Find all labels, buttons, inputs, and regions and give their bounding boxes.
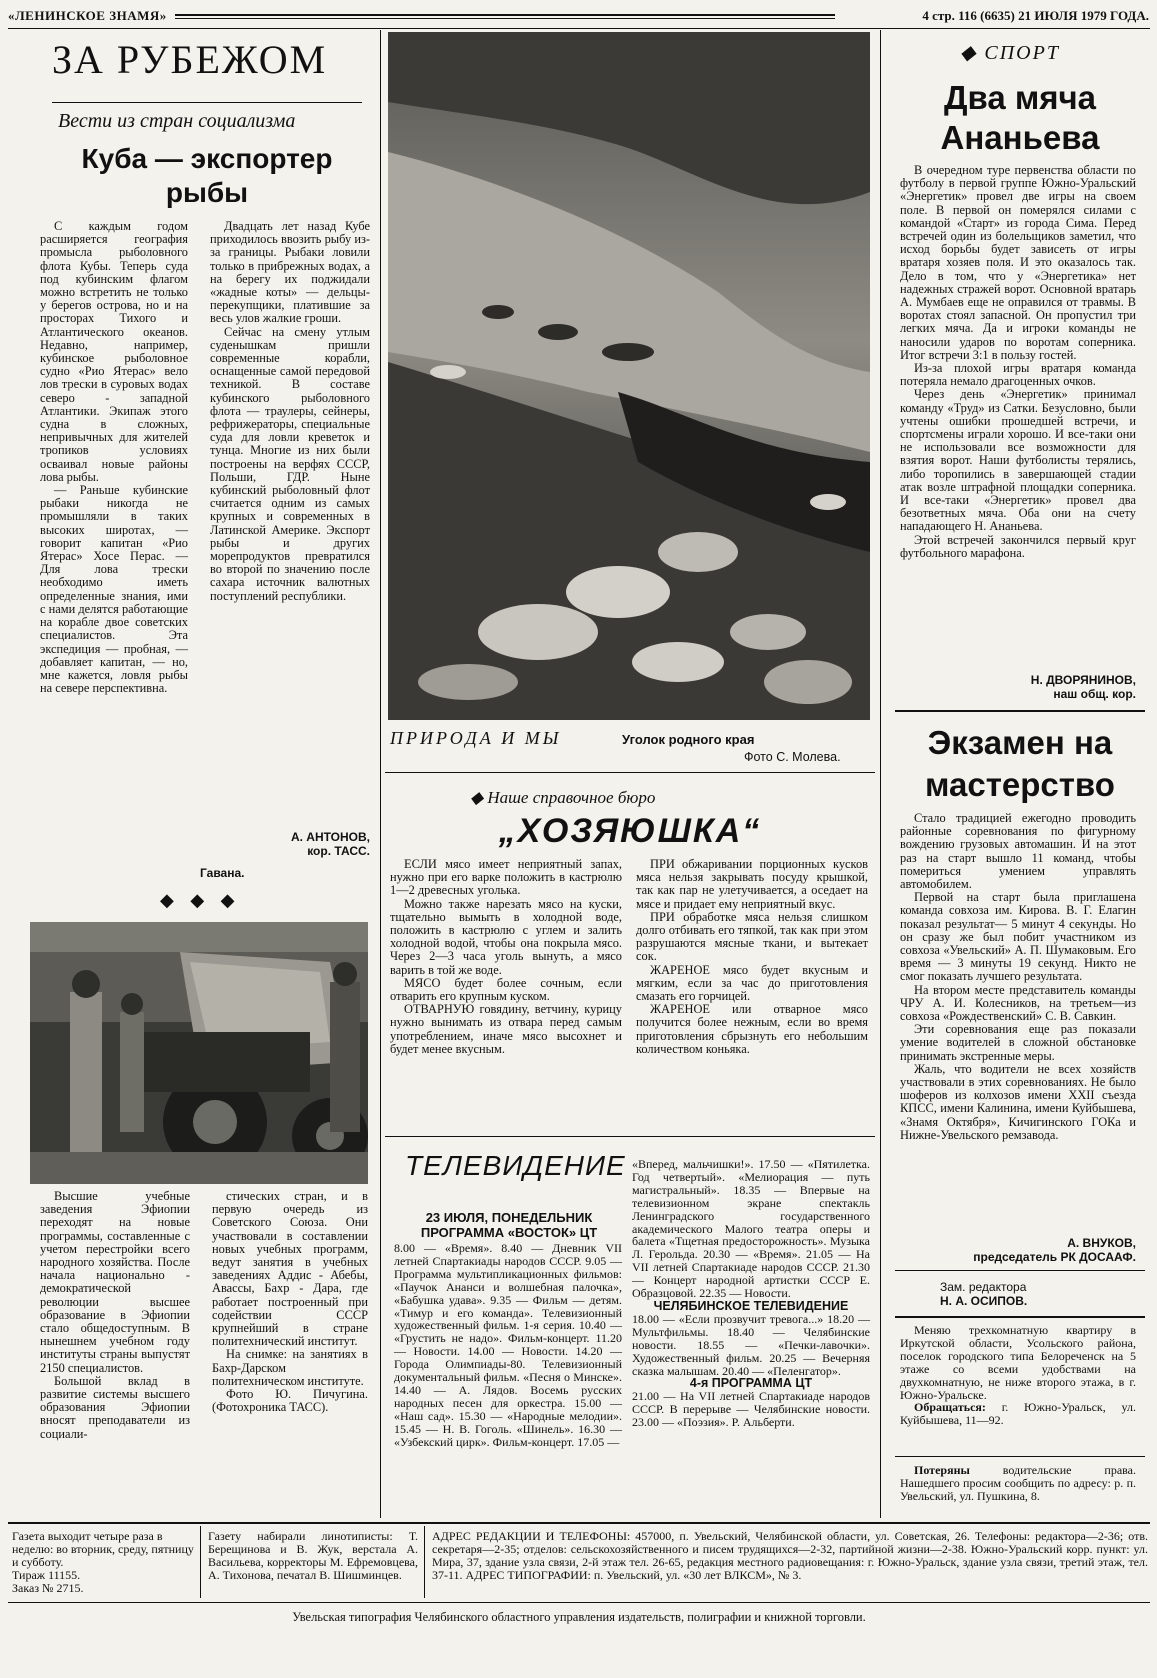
issue-info: 4 стр. 116 (6635) 21 ИЮЛЯ 1979 ГОДА.	[922, 8, 1149, 23]
footer-address: АДРЕС РЕДАКЦИИ И ТЕЛЕФОНЫ: 457000, п. Увельский, Челябинской области, ул. Советская, 26. Телефоны: редактора—2-36; отв. секретаря—2-35; отделов: сельскохозяйственного и писем трудящихся—2-32, партийной жизни—2-38. Южно-Уральский корр. пункт: ул. Мира, 37, здание узла связи, 2-й этаж тел. 26-65, редакция местного радиовещания: г. Южно-Уральск, здание узла связи, третий этаж, тел. 37-11. АДРЕС ТИПОГРАФИИ: п. Увельский, ул. «30 лет ВЛКСМ», № 3.	[432, 1529, 1148, 1582]
header-rule	[175, 14, 835, 16]
sport-author: Н. ДВОРЯНИНОВ, наш общ. кор.	[1030, 673, 1136, 701]
kicker-abroad: Вести из стран социализма	[58, 110, 296, 132]
bureau-col2: ПРИ обжаривании порционных кусков мяса нельзя закрывать посуду крышкой, так как пар не улетучивается, а оседает на мясе и придает ему неприятный вкус. ПРИ обработке мяса нельзя слишком долго отбивать его тяпкой, так как при этом разрушаются мясные ткани, и вытекает сок. ЖАРЕНОЕ мясо будет вкусным и мягким, если за час до приготовления смазать его горчицей. ЖАРЕНОЕ или отварное мясо получится более нежным, если во время приготовления сбрызнуть его небольшим количеством коньяка.	[636, 857, 868, 1056]
rubric-sport: ◆ СПОРТ	[960, 42, 1060, 64]
kicker-bureau: ◆ Наше справочное бюро	[470, 788, 656, 807]
article-ethiopia-col2: стических стран, и в первую очередь из Советского Союза. Они участвовали в составлении новых учебных программ, ведут занятия в учебных заведениях Аддис - Абебы, Авассы, Бахр - Дара, где работает построенный при содействии СССР крупнейший в стране политехнический институт. На снимке: на занятиях в Бахр-Дарском политехническом институте. Фото Ю. Пичугина. (Фотохроника ТАСС).	[212, 1189, 368, 1415]
title-cuba: Куба — экспортер рыбы	[81, 143, 333, 208]
article-sport: В очередном туре первенства области по футболу в первой группе Южно-Уральский «Энергетик» провел две игры на своем поле. В первой он померялся силами с командой «Старт» из города Сима. Перед встречей один из болельщиков заметил, что исход борьбы будет зависеть от игры вратаря хозяев поля. И это оказалось так. Дело в том, что у «Энергетика» нет надежных стражей ворот. Основной вратарь А. Мумбаев еще не оправился от травмы. В воротах стоял запасной. Он пропустил три легких мяча. Да и игроки команды не наносили ударов по воротам соперника. Итог встречи 3:1 в пользу гостей. Из-за плохой игры вратаря команда потеряла немало драгоценных очков. Через день «Энергетик» принимал команду «Труд» из Сатки. Безусловно, были учтены ошибки прошедшей встречи, и спортсмены играли хорошо. И все-таки они не использовали все возможности для взятия ворот. Наши футболисты терялись, либо торопились в завершающей стадии атак возле штрафной площадки соперника. И все-таки «Энергетик» провел два безответных мяча. Оба они на счету нападающего Н. Ананьева. Этой встречей закончился первый круг футбольного марафона.	[900, 163, 1136, 560]
article-cuba-col1: С каждым годом расширяется география промысла рыболовного флота Кубы. Теперь суда под кубинским флагом можно встретить не только у берегов острова, но и на просторах Тихого и Атлантического океанов. Недавно, например, кубинское рыболовное судно «Рио Ятерас» вело лов трески в суровых водах северо - западной Атлантики. Экипаж этого судна в сложных, непривычных для жителей тропиков условиях осваивал новые районы лова рыбы. — Раньше кубинские рыбаки никогда не промышляли в таких высоких широтах, — говорит капитан «Рио Ятерас» Хосе Перас. — Для лова трески необходимо иметь определенные знания, ими с нами делятся работающие на корабле двое советских специалистов. Эта экспедиция — пробная, — добавляет капитан, — но, мне кажется, ловля рыбы на севере перспективна.	[40, 219, 188, 696]
tv-date: 23 ИЮЛЯ, ПОНЕДЕЛЬНИК	[425, 1210, 593, 1225]
photo-tractor	[30, 922, 368, 1184]
tv-col2: «Вперед, мальчишки!». 17.50 — «Пятилетка. Год четвертый». «Мелиорация — путь магистральный». 18.35 — Впервые на телевизионном экране спектакль Ленинградского государственного академического Малого театра оперы и балета «Тщетная предосторожность». Музыка Л. Герольда. 20.30 — «Время». 21.05 — На VII летней Спартакиаде народов СССР. 21.30 — Концерт народной артистки СССР Е. Образцовой. 22.35 — Новости. ЧЕЛЯБИНСКОЕ ТЕЛЕВИДЕНИЕ 18.00 — «Если прозвучит тревога...» 18.20 — Мультфильмы. 18.40 — Челябинские новости. 18.55 — «Печки-лавочки». Художественный фильм. 20.25 — Вечерняя сказка малышам. 20.40 — «Пеленгатор». 4-я ПРОГРАММА ЦТ 21.00 — На VII летней Спартакиаде народов СССР. В перерыве — Челябинские новости. 23.00 — «Поэзия». Р. Альберти.	[632, 1157, 870, 1430]
footer-printer: Увельская типография Челябинского областного управления издательств, полиграфии и книжной торговли.	[292, 1610, 866, 1624]
article-exam: Стало традицией ежегодно проводить районные соревнования по фигурному вождению грузовых автомашин. И на этот раз на старт вышло 11 команд, чтобы помериться умением управлять автомобилем. Первой на старт была приглашена команда совхоза им. Кирова. В. Г. Елагин показал результат— 5 минут 4 секунды. Но он сразу же был побит участником из совхоза «Увельский» А. П. Шумаковым. Его время — 3 минуты 19 секунд. Никто не смог показать лучшего результата. На втором месте представитель команды ЧРУ А. И. Колесников, на третьем—из совхоза «Рождественский» С. В. Савкин. Эти соревнования еще раз показали умение водителей в сложной обстановке принимать экстренные меры. Жаль, что водители не всех хозяйств участвовали в этих соревнованиях. Не было шоферов из колхозов имени XXII съезда КПСС, имени Калинина, имени Куйбышева, «Знамя Октября», Кичигинского ГОКа и Нижне-Увельского ремзавода.	[900, 811, 1136, 1142]
article-ethiopia-col1: Высшие учебные заведения Эфиопии переходят на новые программы, составленные с учетом перестройки всего народного хозяйства. После начала национально - демократической революции высшее образование в Эфиопии стало общедоступным. В нынешнем учебном году институты страны выпустят 2150 специалистов. Большой вклад в развитие системы высшего образования Эфиопии вносят преподаватели из социали-	[40, 1189, 190, 1441]
cuba-author: А. АНТОНОВ, кор. ТАСС.	[290, 830, 370, 858]
separator-diamonds: ◆ ◆ ◆	[160, 890, 241, 910]
footer-staff: Газету набирали линотиписты: Т. Берещинова и В. Жук, верстала А. Васильева, корректоры М. Ефремовцева, А. Тихонова, печатал В. Шишминцев.	[208, 1529, 418, 1582]
nature-credit: Фото С. Молева.	[744, 750, 841, 764]
ad-lost: Потеряны водительские права. Нашедшего просим сообщить по адресу: р. п. Увельский, ул. Пушкина, 8.	[900, 1463, 1136, 1503]
photo-nature	[388, 32, 870, 720]
rubric-abroad: ЗА РУБЕЖОМ	[52, 37, 328, 82]
rubric-nature: ПРИРОДА И МЫ	[390, 728, 562, 748]
title-exam: Экзамен на мастерство	[925, 724, 1115, 803]
ad-apartment: Меняю трехкомнатную квартиру в Иркутской области, Усольского района, поселок городского типа Белореченск на 5 этаже со всеми удобствами на двухкомнатную, не ниже второго этажа, в г. Южно-Уральске. Обращаться: г. Южно-Уральск, ул. Куйбышева, 11—92.	[900, 1323, 1136, 1428]
tv-program: ПРОГРАММА «ВОСТОК» ЦТ	[420, 1225, 598, 1240]
footer-schedule: Газета выходит четыре раза в неделю: во вторник, среду, пятницу и субботу. Тираж 11155. Заказ № 2715.	[12, 1529, 194, 1595]
bureau-col1: ЕСЛИ мясо имеет неприятный запах, нужно при его варке положить в кастрюлю 1—2 древесных уголька. Можно также нарезать мясо на куски, тщательно вымыть в холодной воде, положить в кастрюлю с углем и залить холодной водой, чтобы она покрыла мясо. Через 2—3 часа уголь вынуть, а мясо варить в той же воде. МЯСО будет более сочным, если отварить его крупным куском. ОТВАРНУЮ говядину, ветчину, курицу нужно вынимать из отвара перед самым употреблением, иначе мясо высохнет и будет менее вкусным.	[390, 857, 622, 1056]
tv-col1: 8.00 — «Время». 8.40 — Дневник VII летней Спартакиады народов СССР. 9.05 — Программа мультипликационных фильмов: «Паучок Ананси и волшебная палочка», «Бабушка удава». 9.35 — Фильм — детям. «Тимур и его команда». Телевизионный художественный фильм. 1-я серия. 10.40 — «Грустить не надо». Фильм-концерт. 11.20 — Новости. 14.00 — Новости. 14.20 — Города Олимпиады-80. Телевизионный документальный фильм. «Песня о Минске». 14.40 — А. Лядов. Восемь русских народных песен для оркестра. 15.00 — «Наш сад». 15.30 — «Народные мелодии». 15.45 — Н. В. Гоголь. «Шинель». 16.30 — «Узбекский цирк». Фильм-концерт. 17.05 —	[394, 1241, 622, 1449]
title-sport: Два мяча Ананьева	[940, 79, 1100, 156]
nature-caption: Уголок родного края	[622, 732, 755, 747]
masthead: «ЛЕНИНСКОЕ ЗНАМЯ»	[8, 8, 167, 23]
deputy-editor: Зам. редактора Н. А. ОСИПОВ.	[940, 1280, 1028, 1308]
article-cuba-col2: Двадцать лет назад Кубе приходилось ввозить рыбу из-за границы. Рыбаки ловили только в прибрежных водах, а на берегу их поджидали «жадные коты» — дельцы-перекупщики, платившие за весь улов жалкие гроши. Сейчас на смену утлым суденышкам пришли современные корабли, оснащенные самой передовой техникой. В составе кубинского рыболовного флота — траулеры, сейнеры, рефрижераторы, специальные суда для ловли креветок и тунца. Многие из них были построены на верфях СССР, Польши, ГДР. Ныне кубинский рыболовный флот считается одним из самых крупных и современных в Латинской Америке. Экспорт рыбы и других морепродуктов превратился во второй по значению после сахара источник валютных поступлений республики.	[210, 219, 370, 603]
cuba-place: Гавана.	[200, 866, 245, 880]
exam-author: А. ВНУКОВ, председатель РК ДОСААФ.	[973, 1236, 1136, 1264]
title-tv: ТЕЛЕВИДЕНИЕ	[405, 1150, 626, 1181]
title-bureau: „ХОЗЯЮШКА“	[498, 812, 762, 850]
